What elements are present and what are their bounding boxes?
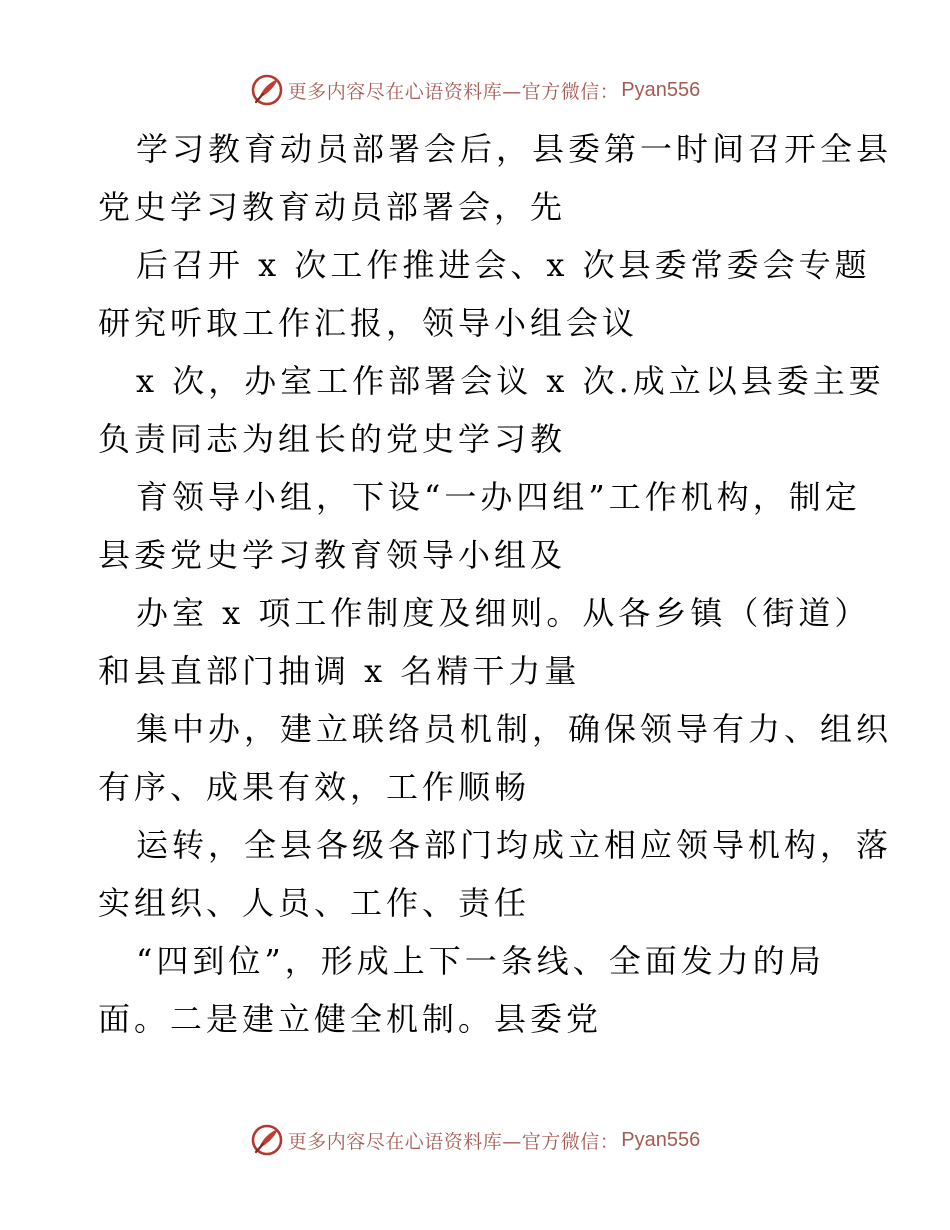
- document-body: [98, 120, 893, 1048]
- feather-quill-logo-icon: [250, 1123, 284, 1157]
- header-banner: [0, 70, 950, 110]
- footer-banner-text: 更多内容尽在心语资料库—官方微信：: [287, 1130, 620, 1153]
- paragraph-line: 面。二是建立健全机制。县委党: [98, 1000, 603, 1038]
- paragraph-line: 后召开 x 次工作推进会、x 次县委常委会专题: [136, 246, 871, 284]
- paragraph-line: 负责同志为组长的党史学习教: [98, 420, 567, 458]
- paragraph-line: 实组织、人员、工作、责任: [98, 884, 531, 922]
- paragraph-line: 学习教育动员部署会后，县委第一时间召开全县: [136, 130, 893, 168]
- footer-wechat-id: Pyan556: [621, 1128, 701, 1151]
- paragraph-line: 办室 x 项工作制度及细则。从各乡镇（街道）: [136, 594, 871, 632]
- paragraph-line: 育领导小组，下设“一办四组”工作机构，制定: [136, 478, 861, 516]
- paragraph-line: 研究听取工作汇报，领导小组会议: [98, 304, 639, 342]
- feather-quill-logo-icon: [250, 73, 284, 107]
- paragraph-line: 有序、成果有效，工作顺畅: [98, 768, 531, 806]
- paragraph-line: 运转，全县各级各部门均成立相应领导机构，落: [136, 826, 893, 864]
- paragraph-line: 集中办，建立联络员机制，确保领导有力、组织: [136, 710, 893, 748]
- paragraph-line: x 次，办室工作部署会议 x 次.成立以县委主要: [136, 362, 885, 400]
- header-wechat-id: Pyan556: [621, 78, 701, 101]
- paragraph-line: “四到位”，形成上下一条线、全面发力的局: [136, 942, 825, 980]
- paragraph-line: 县委党史学习教育领导小组及: [98, 536, 567, 574]
- paragraph-line: 党史学习教育动员部署会，先: [98, 188, 567, 226]
- footer-banner: [0, 1120, 950, 1160]
- paragraph-line: 和县直部门抽调 x 名精干力量: [98, 652, 581, 690]
- header-banner-text: 更多内容尽在心语资料库—官方微信：: [287, 80, 620, 103]
